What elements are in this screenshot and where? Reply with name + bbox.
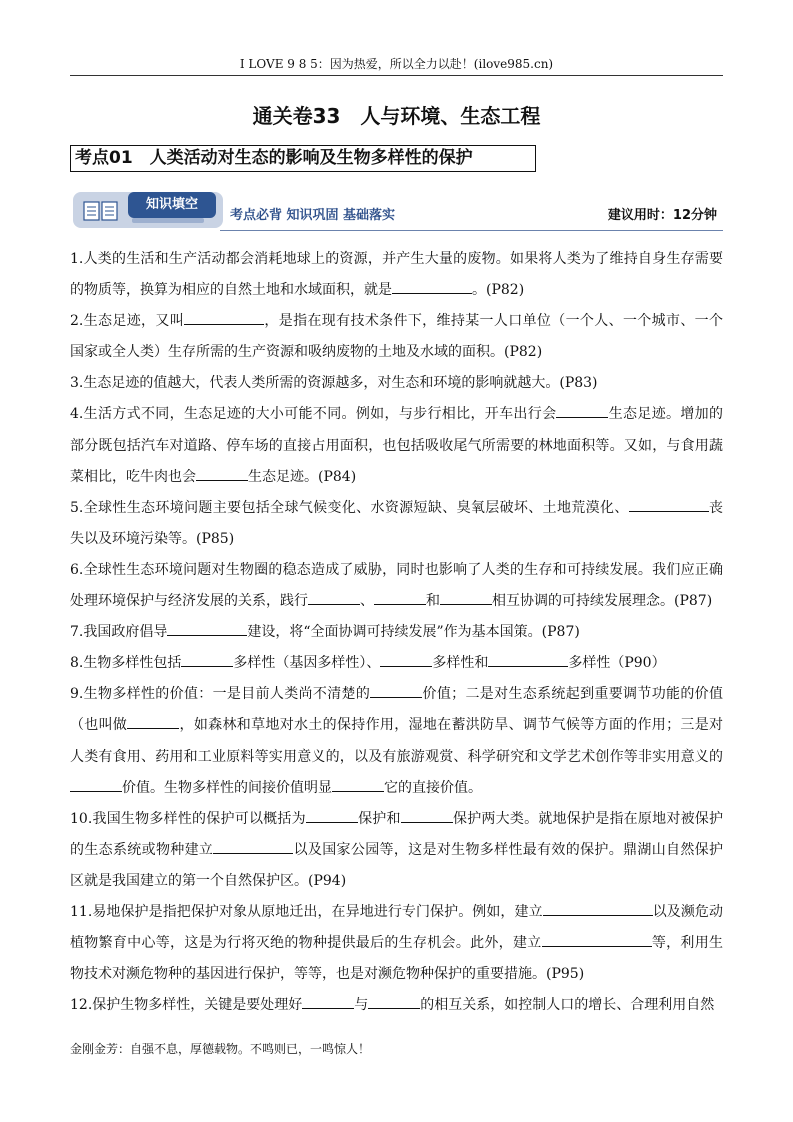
banner-subtitle: 考点必背 知识巩固 基础落实	[230, 208, 396, 223]
answer-blank[interactable]	[308, 589, 360, 605]
answer-blank[interactable]	[556, 402, 608, 418]
suggested-time: 建议用时：12分钟	[607, 208, 717, 223]
page-title: 通关卷33 人与环境、生态工程	[252, 104, 541, 128]
document-icon	[83, 201, 119, 221]
answer-blank[interactable]	[401, 807, 453, 823]
answer-blank[interactable]	[127, 713, 179, 729]
question-4: 4.生活方式不同，生态足迹的大小可能不同。例如，与步行相比，开车出行会 生态足迹。增加的部分既包括汽车对道路、停车场的直接占用面积，也包括吸收尾气所需要的林地面积等。又如，与食用蔬菜相比，吃牛肉也会 生态足迹。(P84)	[70, 399, 723, 492]
question-list	[70, 244, 723, 1021]
question-9: 9.生物多样性的价值：一是目前人类尚不清楚的 价值；二是对生态系统起到重要调节功能的价值（也叫做 ，如森林和草地对水土的保持作用，湿地在蓄洪防旱、调节气候等方面的作用；三是对人类有食用、药用和工业原料等实用意义的，以及有旅游观赏、科学研究和文学艺术创作等非实用意义的价值。生物多样性的间接价值明显 它的直接价值。	[70, 679, 723, 803]
answer-blank[interactable]	[181, 651, 233, 667]
header-rule	[70, 75, 723, 76]
answer-blank[interactable]	[543, 900, 653, 916]
answer-blank[interactable]	[167, 620, 247, 636]
section-banner	[70, 188, 723, 232]
answer-blank[interactable]	[392, 278, 472, 294]
topic-heading: 考点01 人类活动对生态的影响及生物多样性的保护	[70, 145, 536, 172]
page-header: I LOVE 9 8 5：因为热爱，所以全力以赴！(ilove985.cn)	[239, 57, 554, 71]
answer-blank[interactable]	[370, 682, 422, 698]
answer-blank[interactable]	[374, 589, 426, 605]
answer-blank[interactable]	[488, 651, 568, 667]
answer-blank[interactable]	[184, 309, 264, 325]
question-3: 3.生态足迹的值越大，代表人类所需的资源越多，对生态和环境的影响就越大。(P83)	[70, 375, 598, 392]
question-8: 8.生物多样性包括 多样性（基因多样性）、 多样性和 多样性（P90）	[70, 648, 723, 679]
answer-blank[interactable]	[629, 496, 709, 512]
answer-blank[interactable]	[368, 993, 420, 1009]
question-12: 12.保护生物多样性，关键是要处理好 与 的相互关系，如控制人口的增长、合理利用自然	[70, 990, 723, 1021]
question-5: 5.全球性生态环境问题主要包括全球气候变化、水资源短缺、臭氧层破坏、土地荒漠化、 丧失以及环境污染等。(P85)	[70, 493, 723, 555]
answer-blank[interactable]	[380, 651, 432, 667]
question-2: 2.生态足迹，又叫 ，是指在现有技术条件下，维持某一人口单位（一个人、一个城市、一个国家或全人类）生存所需的生产资源和吸纳废物的土地及水域的面积。(P82)	[70, 306, 723, 368]
answer-blank[interactable]	[440, 589, 492, 605]
answer-blank[interactable]	[70, 776, 122, 792]
answer-blank[interactable]	[302, 993, 354, 1009]
question-6: 6.全球性生态环境问题对生物圈的稳态造成了威胁，同时也影响了人类的生存和可持续发展。我们应正确处理环境保护与经济发展的关系，践行 、 和 相互协调的可持续发展理念。(P87)	[70, 561, 723, 610]
banner-tab-label: 知识填空	[128, 192, 216, 218]
question-1: 1.人类的生活和生产活动都会消耗地球上的资源，并产生大量的废物。如果将人类为了维持自身生存需要的物质等，换算为相应的自然土地和水域面积，就是 。(P82)	[70, 251, 723, 299]
question-10: 10.我国生物多样性的保护可以概括为 保护和 保护两大类。就地保护是指在原地对被保护的生态系统或物种建立 以及国家公园等，这是对生物多样性最有效的保护。鼎湖山自然保护区就是我国建立的第一个自然保护区。(P94)	[70, 804, 723, 897]
question-11: 11.易地保护是指把保护对象从原地迁出，在异地进行专门保护。例如，建立 以及濒危动植物繁育中心等，这是为行将灭绝的物种提供最后的生存机会。此外，建立 等，利用生物技术对濒危物种的基因进行保护，等等，也是对濒危物种保护的重要措施。(P95)	[70, 897, 723, 990]
banner-rule	[220, 230, 723, 231]
answer-blank[interactable]	[213, 838, 293, 854]
banner-tab-underline	[132, 218, 204, 223]
answer-blank[interactable]	[542, 931, 652, 947]
answer-blank[interactable]	[196, 465, 248, 481]
answer-blank[interactable]	[332, 776, 384, 792]
question-7: 7.我国政府倡导 建设，将“全面协调可持续发展”作为基本国策。(P87)	[70, 617, 723, 648]
answer-blank[interactable]	[306, 807, 358, 823]
page-footer: 金刚金芳：自强不息，厚德载物。不鸣则已，一鸣惊人！	[70, 1042, 371, 1056]
